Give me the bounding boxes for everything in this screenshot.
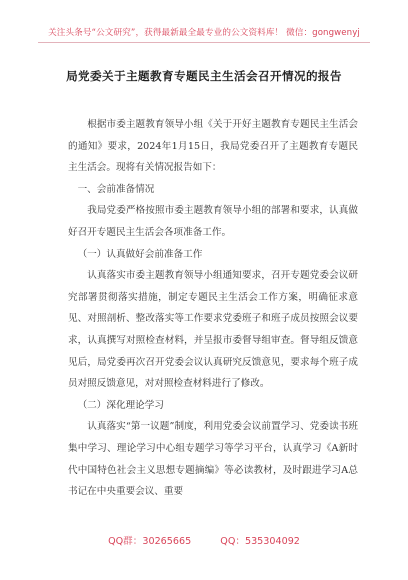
footer-qq-group: QQ群：30265665 xyxy=(108,536,192,547)
footer-contact xyxy=(0,533,408,547)
footer-qq-number: QQ：535304092 xyxy=(220,536,300,547)
section-heading-preparation: 一、会前准备情况 xyxy=(77,183,155,195)
header-divider xyxy=(38,42,370,43)
paragraph-prework: 认真落实市委主题教育领导小组通知要求，召开专题党委会议研究部署贯彻落实措施，制定专题民主生活会工作方案，明确征求意见、对照剖析、整改落实等工作要求党委班子和班子成员按照会议要求，认真撰写对照检查材料，并呈报市委督导组审查。督导组反馈意见后，局党委再次召开党委会议认真研究反馈意见，要求每个班子成员对照反馈意见，对对照检查材料进行了修改。 xyxy=(68,270,358,390)
paragraph-intro: 根据市委主题教育领导小组《关于开好主题教育专题民主生活会的通知》要求，2024年1月15日，我局党委召开了主题教育专题民主生活会。现将有关情况报告如下： xyxy=(68,119,358,174)
paragraph-preparation: 我局党委严格按照市委主题教育领导小组的部署和要求，认真做好召开专题民主生活会各项准备工作。 xyxy=(68,205,358,238)
document-body xyxy=(68,114,358,503)
header-banner: 关注头条号“公文研究”，获得最新最全最专业的公文资料库！ 微信：gongwenyj xyxy=(48,28,360,38)
subsection-heading-prework: （一）认真做好会前准备工作 xyxy=(77,248,203,260)
subsection-heading-theory-study: （二）深化理论学习 xyxy=(77,399,164,411)
document-title: 局党委关于主题教育专题民主生活会召开情况的报告 xyxy=(66,69,342,83)
paragraph-theory-study: 认真落实“第一议题”制度，利用党委会议前置学习、党委读书班集中学习、理论学习中心组专题学习等学习平台，认真学习《A新时代中国特色社会主义思想专题摘编》等必读教材，及时跟进学习A总书记在中央重要会议、重要 xyxy=(68,421,358,498)
